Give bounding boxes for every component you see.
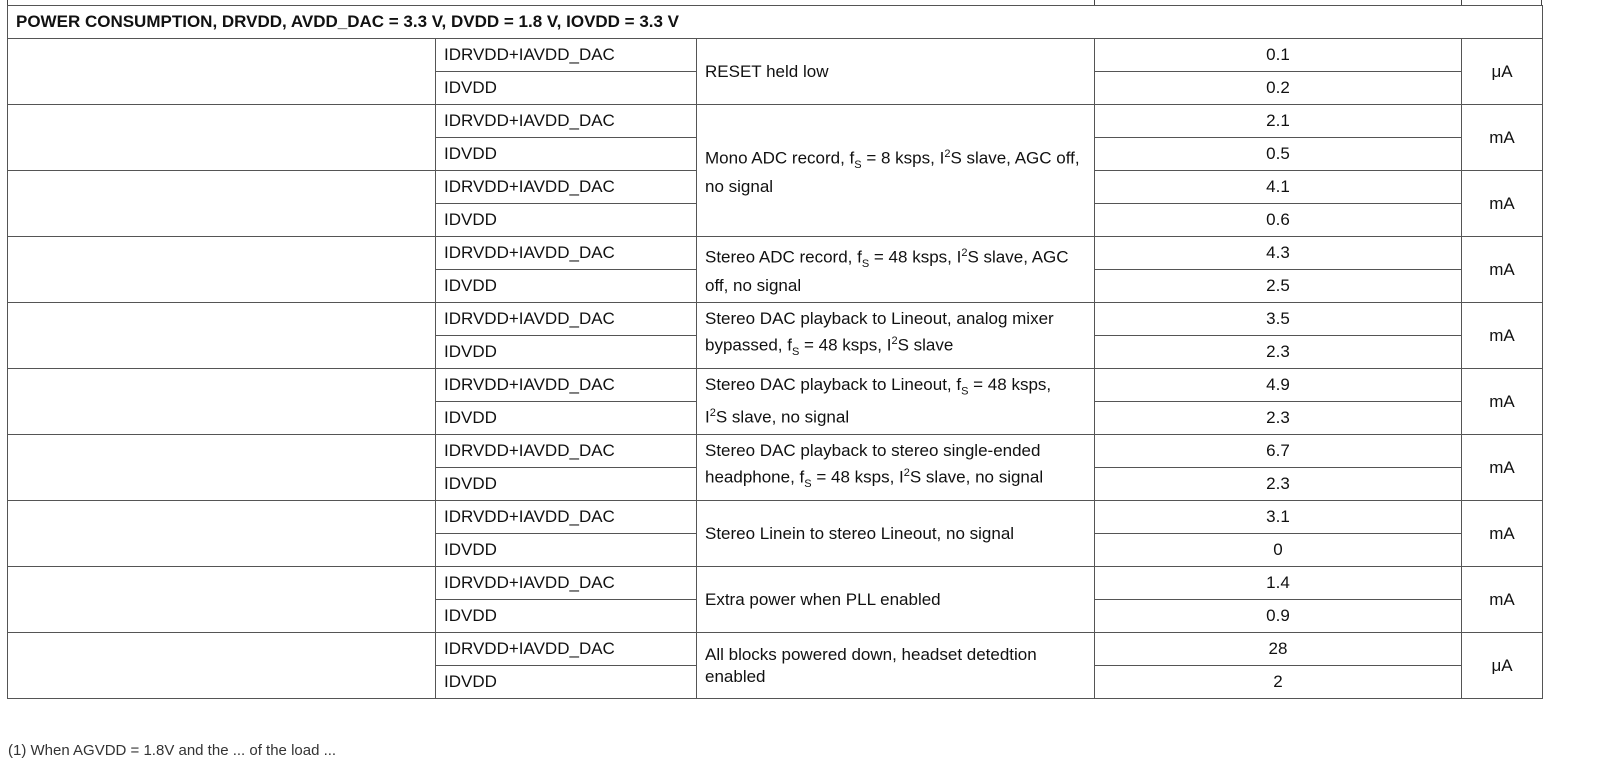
current-label: IDVDD — [436, 138, 697, 171]
table-row — [8, 39, 1543, 72]
test-condition: Stereo DAC playback to Lineout, $f_S = 48$ ksps, $I^2S$ slave, no signal — [697, 369, 1095, 435]
current-label: IDVDD — [436, 600, 697, 633]
typ-value: 2.5 — [1095, 270, 1462, 303]
table-row — [8, 237, 1543, 270]
table-row — [8, 501, 1543, 534]
table-row — [8, 435, 1543, 468]
current-label: IDRVDD+IAVDD_DAC — [436, 105, 697, 138]
current-label: IDRVDD+IAVDD_DAC — [436, 435, 697, 468]
unit-cell: mA — [1462, 501, 1543, 567]
unit-cell: mA — [1462, 567, 1543, 633]
unit-cell: μA — [1462, 39, 1543, 105]
parameter-cell — [8, 237, 436, 303]
current-label: IDRVDD+IAVDD_DAC — [436, 39, 697, 72]
test-condition: Extra power when PLL enabled — [697, 567, 1095, 633]
footnote: (1) When AGVDD = 1.8V and the ... of the load ... — [8, 742, 337, 759]
current-label: IDVDD — [436, 534, 697, 567]
current-label: IDRVDD+IAVDD_DAC — [436, 171, 697, 204]
current-label: IDRVDD+IAVDD_DAC — [436, 633, 697, 666]
typ-value: 0.5 — [1095, 138, 1462, 171]
table-row — [8, 303, 1543, 336]
current-label: IDVDD — [436, 402, 697, 435]
parameter-cell — [8, 105, 436, 171]
unit-cell: mA — [1462, 369, 1543, 435]
typ-value: 2.3 — [1095, 468, 1462, 501]
current-label: IDVDD — [436, 72, 697, 105]
test-condition: Stereo DAC playback to Lineout, analog mixer bypassed, $f_S = 48$ ksps, $I^2S$ slave — [697, 303, 1095, 369]
current-label: IDRVDD+IAVDD_DAC — [436, 369, 697, 402]
typ-value: 3.1 — [1095, 501, 1462, 534]
current-label: IDVDD — [436, 270, 697, 303]
parameter-cell — [8, 501, 436, 567]
typ-value: 2.1 — [1095, 105, 1462, 138]
typ-value: 28 — [1095, 633, 1462, 666]
unit-cell: mA — [1462, 105, 1543, 171]
section-title: POWER CONSUMPTION, DRVDD, AVDD_DAC = 3.3 V, DVDD = 1.8 V, IOVDD = 3.3 V — [8, 6, 1543, 39]
test-condition: All blocks powered down, headset detedtion enabled — [697, 633, 1095, 699]
test-condition: Stereo ADC record, $f_S = 48$ ksps, $I^2S$ slave, AGC off, no signal — [697, 237, 1095, 303]
current-label: IDRVDD+IAVDD_DAC — [436, 303, 697, 336]
current-label: IDVDD — [436, 666, 697, 699]
typ-value: 2 — [1095, 666, 1462, 699]
parameter-cell — [8, 567, 436, 633]
parameter-cell — [8, 369, 436, 435]
unit-cell: mA — [1462, 303, 1543, 369]
parameter-cell — [8, 633, 436, 699]
current-label: IDVDD — [436, 468, 697, 501]
parameter-cell — [8, 171, 436, 237]
test-condition: Stereo Linein to stereo Lineout, no signal — [697, 501, 1095, 567]
current-label: IDRVDD+IAVDD_DAC — [436, 567, 697, 600]
table-row — [8, 567, 1543, 600]
test-condition: Stereo DAC playback to stereo single-ended headphone, $f_S = 48$ ksps, $I^2S$ slave, no signal — [697, 435, 1095, 501]
power-consumption-table — [7, 5, 1543, 699]
typ-value: 0.6 — [1095, 204, 1462, 237]
current-label: IDRVDD+IAVDD_DAC — [436, 501, 697, 534]
test-condition: RESET held low — [697, 39, 1095, 105]
unit-cell: mA — [1462, 171, 1543, 237]
typ-value: 4.3 — [1095, 237, 1462, 270]
table-row — [8, 369, 1543, 402]
unit-cell: mA — [1462, 237, 1543, 303]
typ-value: 1.4 — [1095, 567, 1462, 600]
typ-value: 0.1 — [1095, 39, 1462, 72]
typ-value: 6.7 — [1095, 435, 1462, 468]
parameter-cell — [8, 435, 436, 501]
table-row — [8, 633, 1543, 666]
typ-value: 0.9 — [1095, 600, 1462, 633]
section-header-row — [8, 6, 1543, 39]
current-label: IDVDD — [436, 204, 697, 237]
parameter-cell — [8, 303, 436, 369]
test-condition: Mono ADC record, $f_S = 8$ ksps, $I^2S$ slave, AGC off, no signal — [697, 105, 1095, 237]
typ-value: 4.9 — [1095, 369, 1462, 402]
unit-cell: μA — [1462, 633, 1543, 699]
current-label: IDRVDD+IAVDD_DAC — [436, 237, 697, 270]
current-label: IDVDD — [436, 336, 697, 369]
parameter-cell — [8, 39, 436, 105]
typ-value: 4.1 — [1095, 171, 1462, 204]
table-row — [8, 105, 1543, 138]
unit-cell: mA — [1462, 435, 1543, 501]
typ-value: 3.5 — [1095, 303, 1462, 336]
typ-value: 2.3 — [1095, 336, 1462, 369]
typ-value: 0.2 — [1095, 72, 1462, 105]
typ-value: 0 — [1095, 534, 1462, 567]
typ-value: 2.3 — [1095, 402, 1462, 435]
